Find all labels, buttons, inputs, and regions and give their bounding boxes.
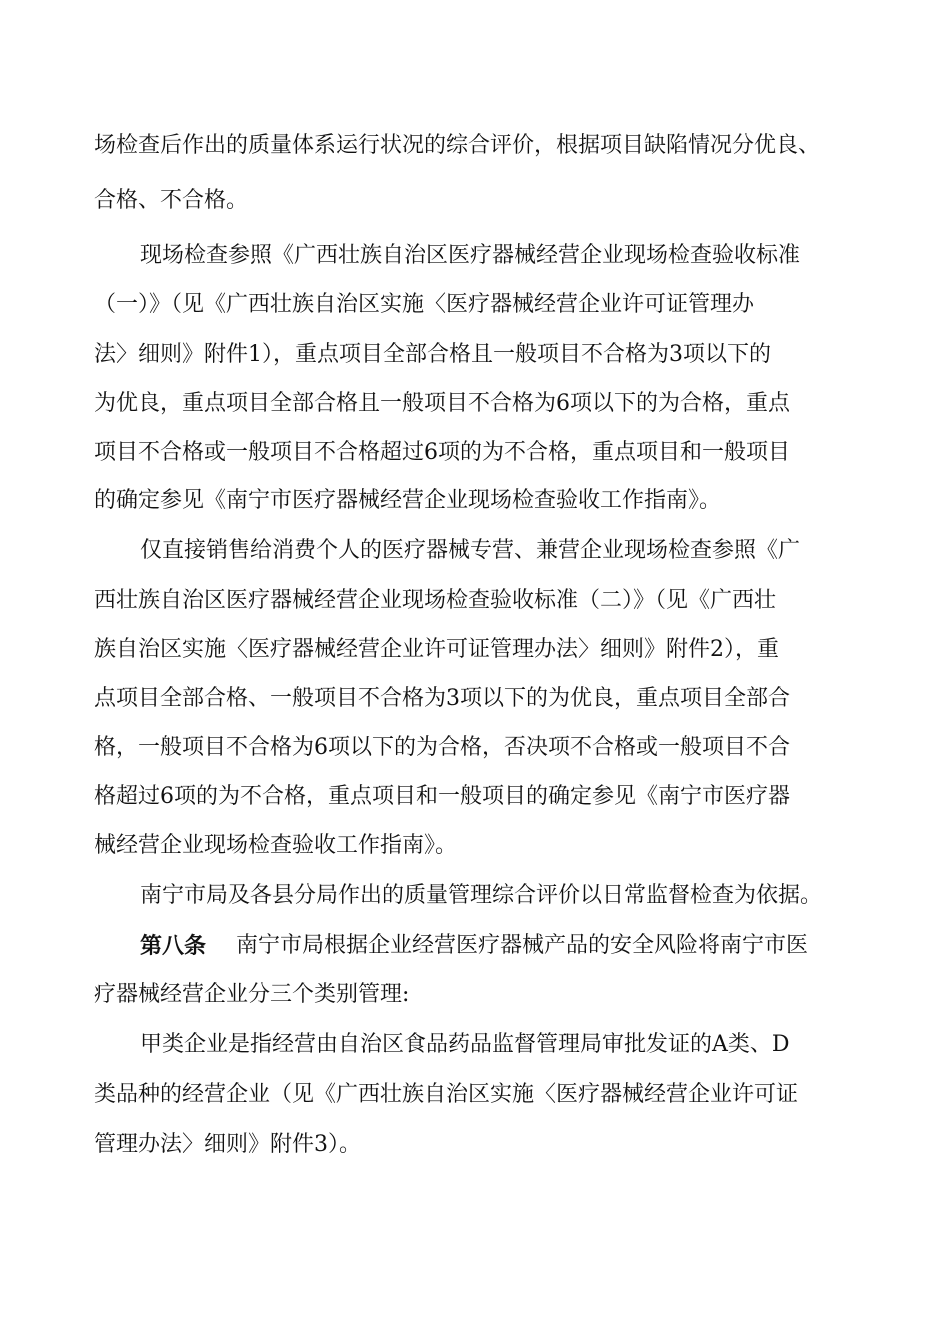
text-line: 法〉细则》附件1），重点项目全部合格且一般项目不合格为3项以下的 — [94, 342, 771, 367]
text-line: 为优良，重点项目全部合格且一般项目不合格为6项以下的为合格，重点 — [94, 391, 790, 416]
text-line: 管理办法〉细则》附件3）。 — [94, 1132, 361, 1157]
text-line: 甲类企业是指经营由自治区食品药品监督管理局审批发证的A类、D — [140, 1032, 790, 1057]
text-line: （一）》（见《广西壮族自治区实施〈医疗器械经营企业许可证管理办 — [94, 292, 755, 317]
text-line: 南宁市局根据企业经营医疗器械产品的安全风险将南宁市医 — [236, 933, 809, 958]
text-line: 疗器械经营企业分三个类别管理: — [94, 982, 410, 1007]
text-line: 现场检查参照《广西壮族自治区医疗器械经营企业现场检查验收标准 — [140, 243, 801, 268]
text-line: 的确定参见《南宁市医疗器械经营企业现场检查验收工作指南》。 — [94, 488, 722, 513]
text-line: 格，一般项目不合格为6项以下的为合格，否决项不合格或一般项目不合 — [94, 735, 790, 760]
text-line: 械经营企业现场检查验收工作指南》。 — [94, 833, 458, 858]
text-line: 南宁市局及各县分局作出的质量管理综合评价以日常监督检查为依据。 — [140, 883, 823, 908]
text-line: 类品种的经营企业（见《广西壮族自治区实施〈医疗器械经营企业许可证 — [94, 1082, 799, 1107]
article-heading: 第八条 — [140, 933, 207, 959]
text-line: 场检查后作出的质量体系运行状况的综合评价，根据项目缺陷情况分优良、 — [94, 133, 821, 158]
text-line: 合格、不合格。 — [94, 188, 249, 213]
text-line: 族自治区实施〈医疗器械经营企业许可证管理办法〉细则》附件2），重 — [94, 637, 779, 662]
text-line: 点项目全部合格、一般项目不合格为3项以下的为优良，重点项目全部合 — [94, 686, 790, 711]
text-line: 项目不合格或一般项目不合格超过6项的为不合格，重点项目和一般项目 — [94, 440, 790, 465]
text-line: 格超过6项的为不合格，重点项目和一般项目的确定参见《南宁市医疗器 — [94, 784, 790, 809]
text-line: 仅直接销售给消费个人的医疗器械专营、兼营企业现场检查参照《广 — [140, 538, 801, 563]
text-line: 西壮族自治区医疗器械经营企业现场检查验收标准（二）》（见《广西壮 — [94, 588, 777, 613]
